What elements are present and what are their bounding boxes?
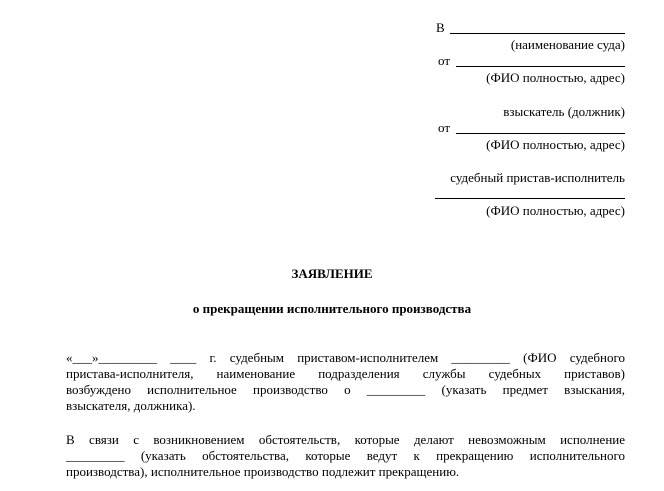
court-name-field[interactable] (450, 33, 625, 34)
from-prefix-1: от (438, 53, 451, 68)
paragraph-1-line: взыскателя, должника). (66, 398, 196, 413)
bailiff-hint: (ФИО полностью, адрес) (486, 203, 625, 218)
applicant-hint: (ФИО полностью, адрес) (486, 70, 625, 85)
paragraph-1-line: возбуждено исполнительное производство о _________ (указать предмет взыскания, (66, 382, 625, 397)
paragraph-1-line: пристава-исполнителя, наименование подразделения службы судебных приставов) (66, 366, 625, 381)
paragraph-2-line: В связи с возникновением обстоятельств, которые делают невозможным исполнение (66, 432, 625, 447)
paragraph-1-line: «___»_________ ____ г. судебным приставом-исполнителем _________ (ФИО судебного (66, 350, 625, 365)
applicant-field[interactable] (456, 66, 625, 67)
paragraph-2 (66, 432, 625, 480)
paragraph-1 (66, 350, 625, 414)
document-subtitle: о прекращении исполнительного производства (192, 301, 472, 316)
to-prefix: В (436, 20, 445, 35)
bailiff-field[interactable] (435, 198, 625, 199)
bailiff-role: судебный пристав-исполнитель (450, 170, 625, 185)
paragraph-2-line: _________ (указать обстоятельства, которые ведут к прекращению исполнительного (66, 448, 625, 463)
party-field[interactable] (456, 133, 625, 134)
paragraph-2-line: производства), исполнительное производство подлежит прекращению. (66, 464, 460, 479)
party-hint: (ФИО полностью, адрес) (486, 137, 625, 152)
document-title: ЗАЯВЛЕНИЕ (291, 266, 373, 281)
court-hint: (наименование суда) (510, 37, 625, 52)
from-prefix-2: от (438, 120, 451, 135)
party-role: взыскатель (должник) (503, 104, 625, 119)
